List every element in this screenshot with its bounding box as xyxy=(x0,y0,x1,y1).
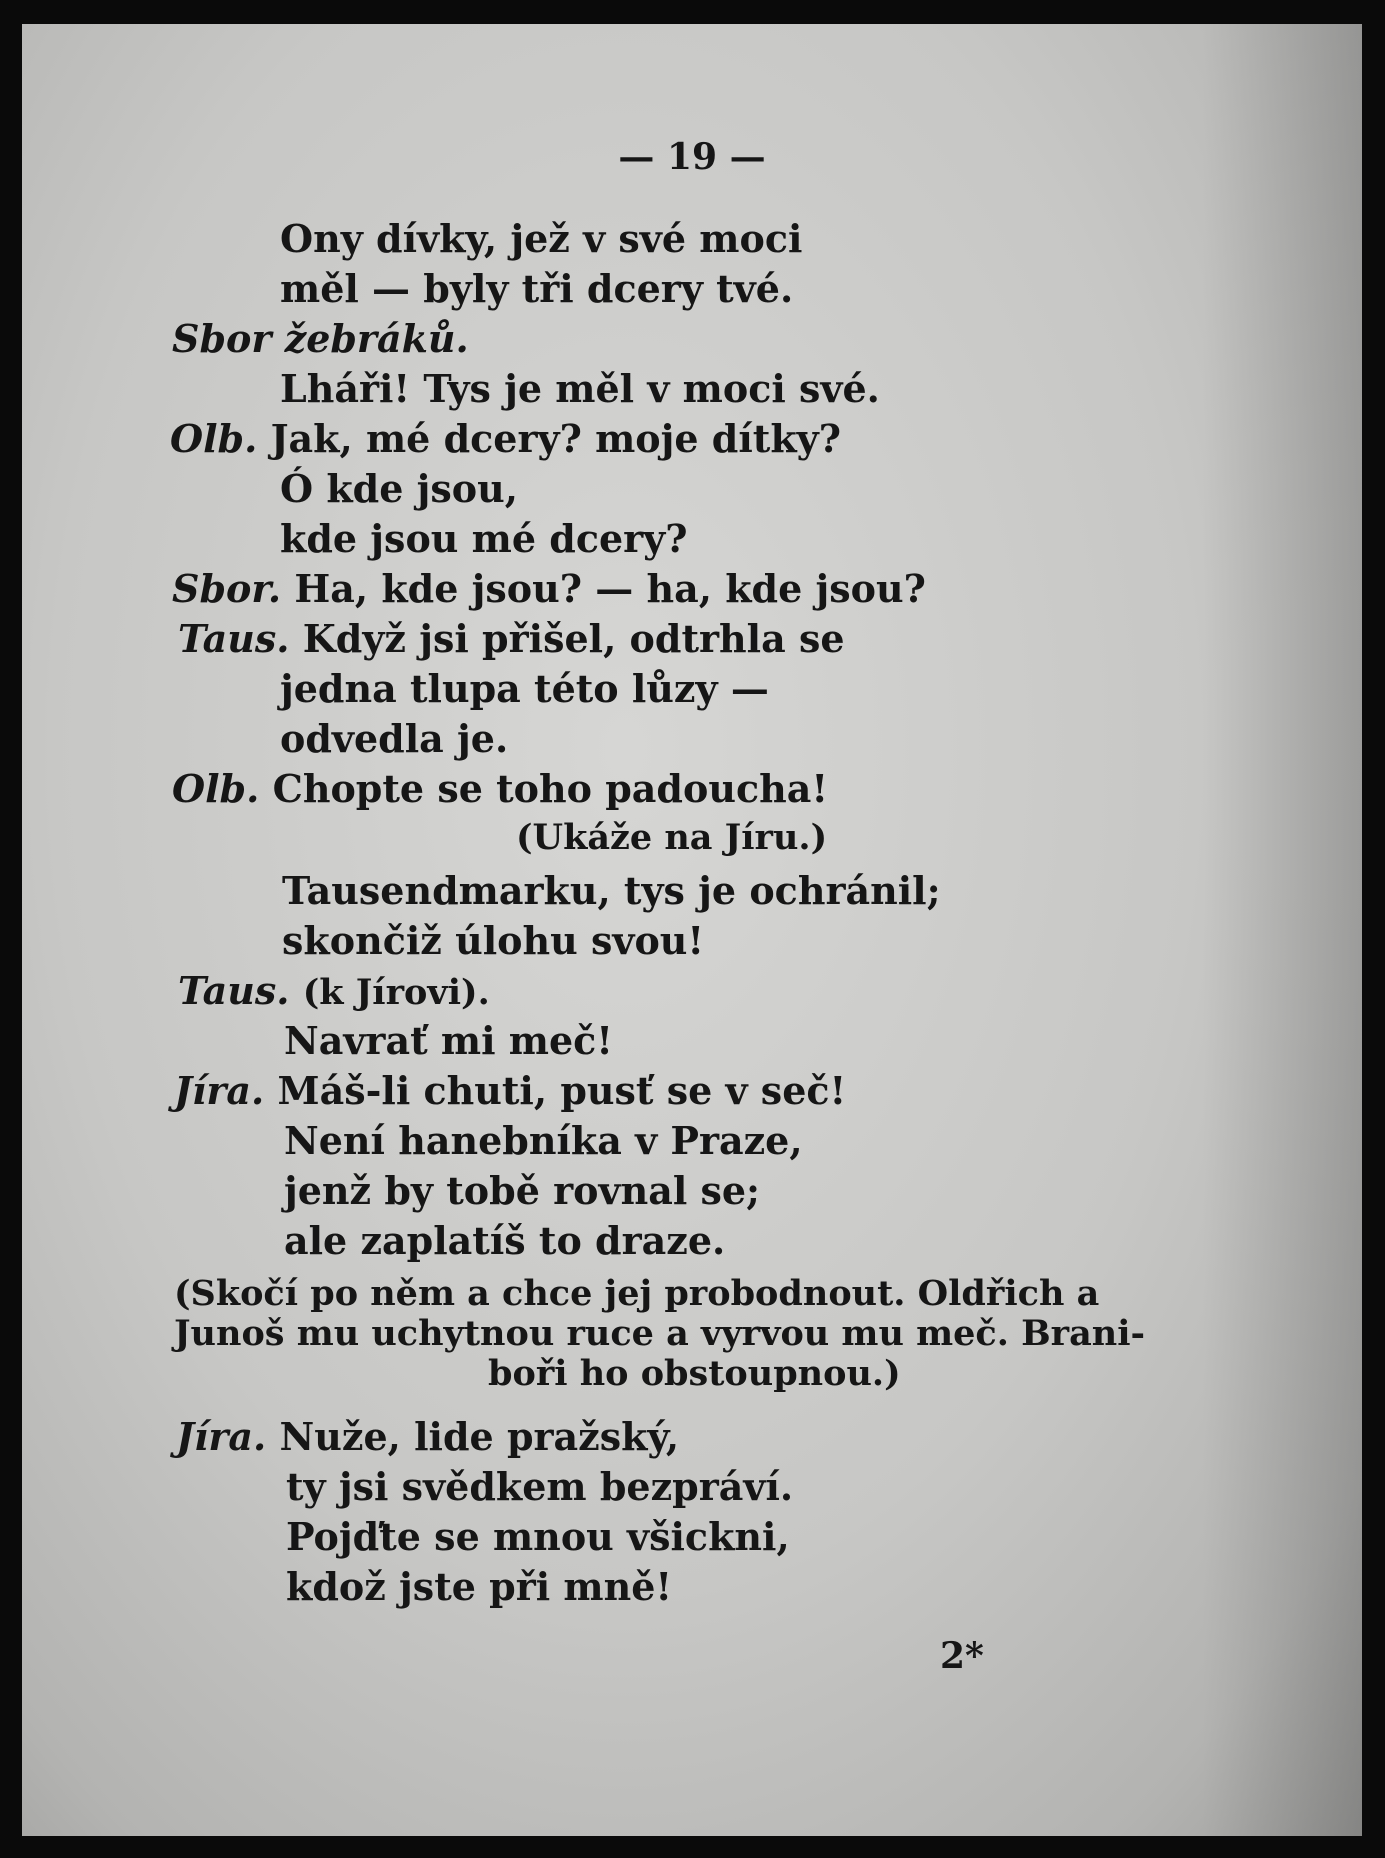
speaker-label: Olb. xyxy=(172,766,260,811)
verse-line: Pojďte se mnou všickni, xyxy=(286,1514,790,1559)
verse-line: odvedla je. xyxy=(280,716,509,761)
stage-direction: (Ukáže na Jíru.) xyxy=(516,817,828,858)
speaker-label: Sbor. xyxy=(172,566,282,611)
verse-line: jedna tlupa této lůzy — xyxy=(280,666,769,711)
dialogue-line: Taus. Když jsi přišel, odtrhla se xyxy=(178,616,845,661)
speaker-label: Taus. xyxy=(178,968,290,1013)
dialogue-line: Sbor. Ha, kde jsou? — ha, kde jsou? xyxy=(172,566,926,611)
page-text xyxy=(22,24,1362,1836)
verse-line: Ony dívky, jež v své moci xyxy=(280,216,803,261)
speaker-label: Jíra. xyxy=(174,1068,265,1113)
verse-line: Navrať mi meč! xyxy=(284,1018,613,1063)
verse-line: skončiž úlohu svou! xyxy=(282,918,705,963)
verse-line: Ó kde jsou, xyxy=(280,466,518,511)
stage-direction: boři ho obstoupnou.) xyxy=(488,1353,901,1394)
verse-line: Lháři! Tys je měl v moci své. xyxy=(280,366,880,411)
book-page xyxy=(22,24,1362,1836)
speaker-label: Olb. xyxy=(170,416,258,461)
signature-mark: 2* xyxy=(940,1635,984,1677)
speaker-label: Jíra. xyxy=(176,1414,267,1459)
speaker-label: Sbor žebráků. xyxy=(172,316,469,361)
verse-line: ty jsi svědkem bezpráví. xyxy=(286,1464,794,1509)
dialogue-line: Jíra. Máš-li chuti, pusť se v seč! xyxy=(174,1068,847,1113)
verse-line: ale zaplatíš to draze. xyxy=(284,1218,726,1263)
dialogue-line: Jíra. Nuže, lide pražský, xyxy=(176,1414,680,1459)
verse-line: kde jsou mé dcery? xyxy=(280,516,688,561)
speaker-label: Taus. xyxy=(178,616,290,661)
verse-line: Tausendmarku, tys je ochránil; xyxy=(282,868,941,913)
stage-direction: (Skočí po něm a chce jej probodnout. Oldřich a xyxy=(174,1273,1100,1314)
verse-line: měl — byly tři dcery tvé. xyxy=(280,266,794,311)
page-number: — 19 — xyxy=(618,136,766,178)
dialogue-line: Olb. Chopte se toho padoucha! xyxy=(172,766,829,811)
stage-direction: Junoš mu uchytnou ruce a vyrvou mu meč. Brani- xyxy=(174,1313,1146,1354)
dialogue-line: Taus. (k Jírovi). xyxy=(178,968,490,1013)
verse-line: kdož jste při mně! xyxy=(286,1564,673,1609)
dialogue-line: Olb. Jak, mé dcery? moje dítky? xyxy=(170,416,842,461)
verse-line: jenž by tobě rovnal se; xyxy=(284,1168,761,1213)
verse-line: Není hanebníka v Praze, xyxy=(284,1118,803,1163)
